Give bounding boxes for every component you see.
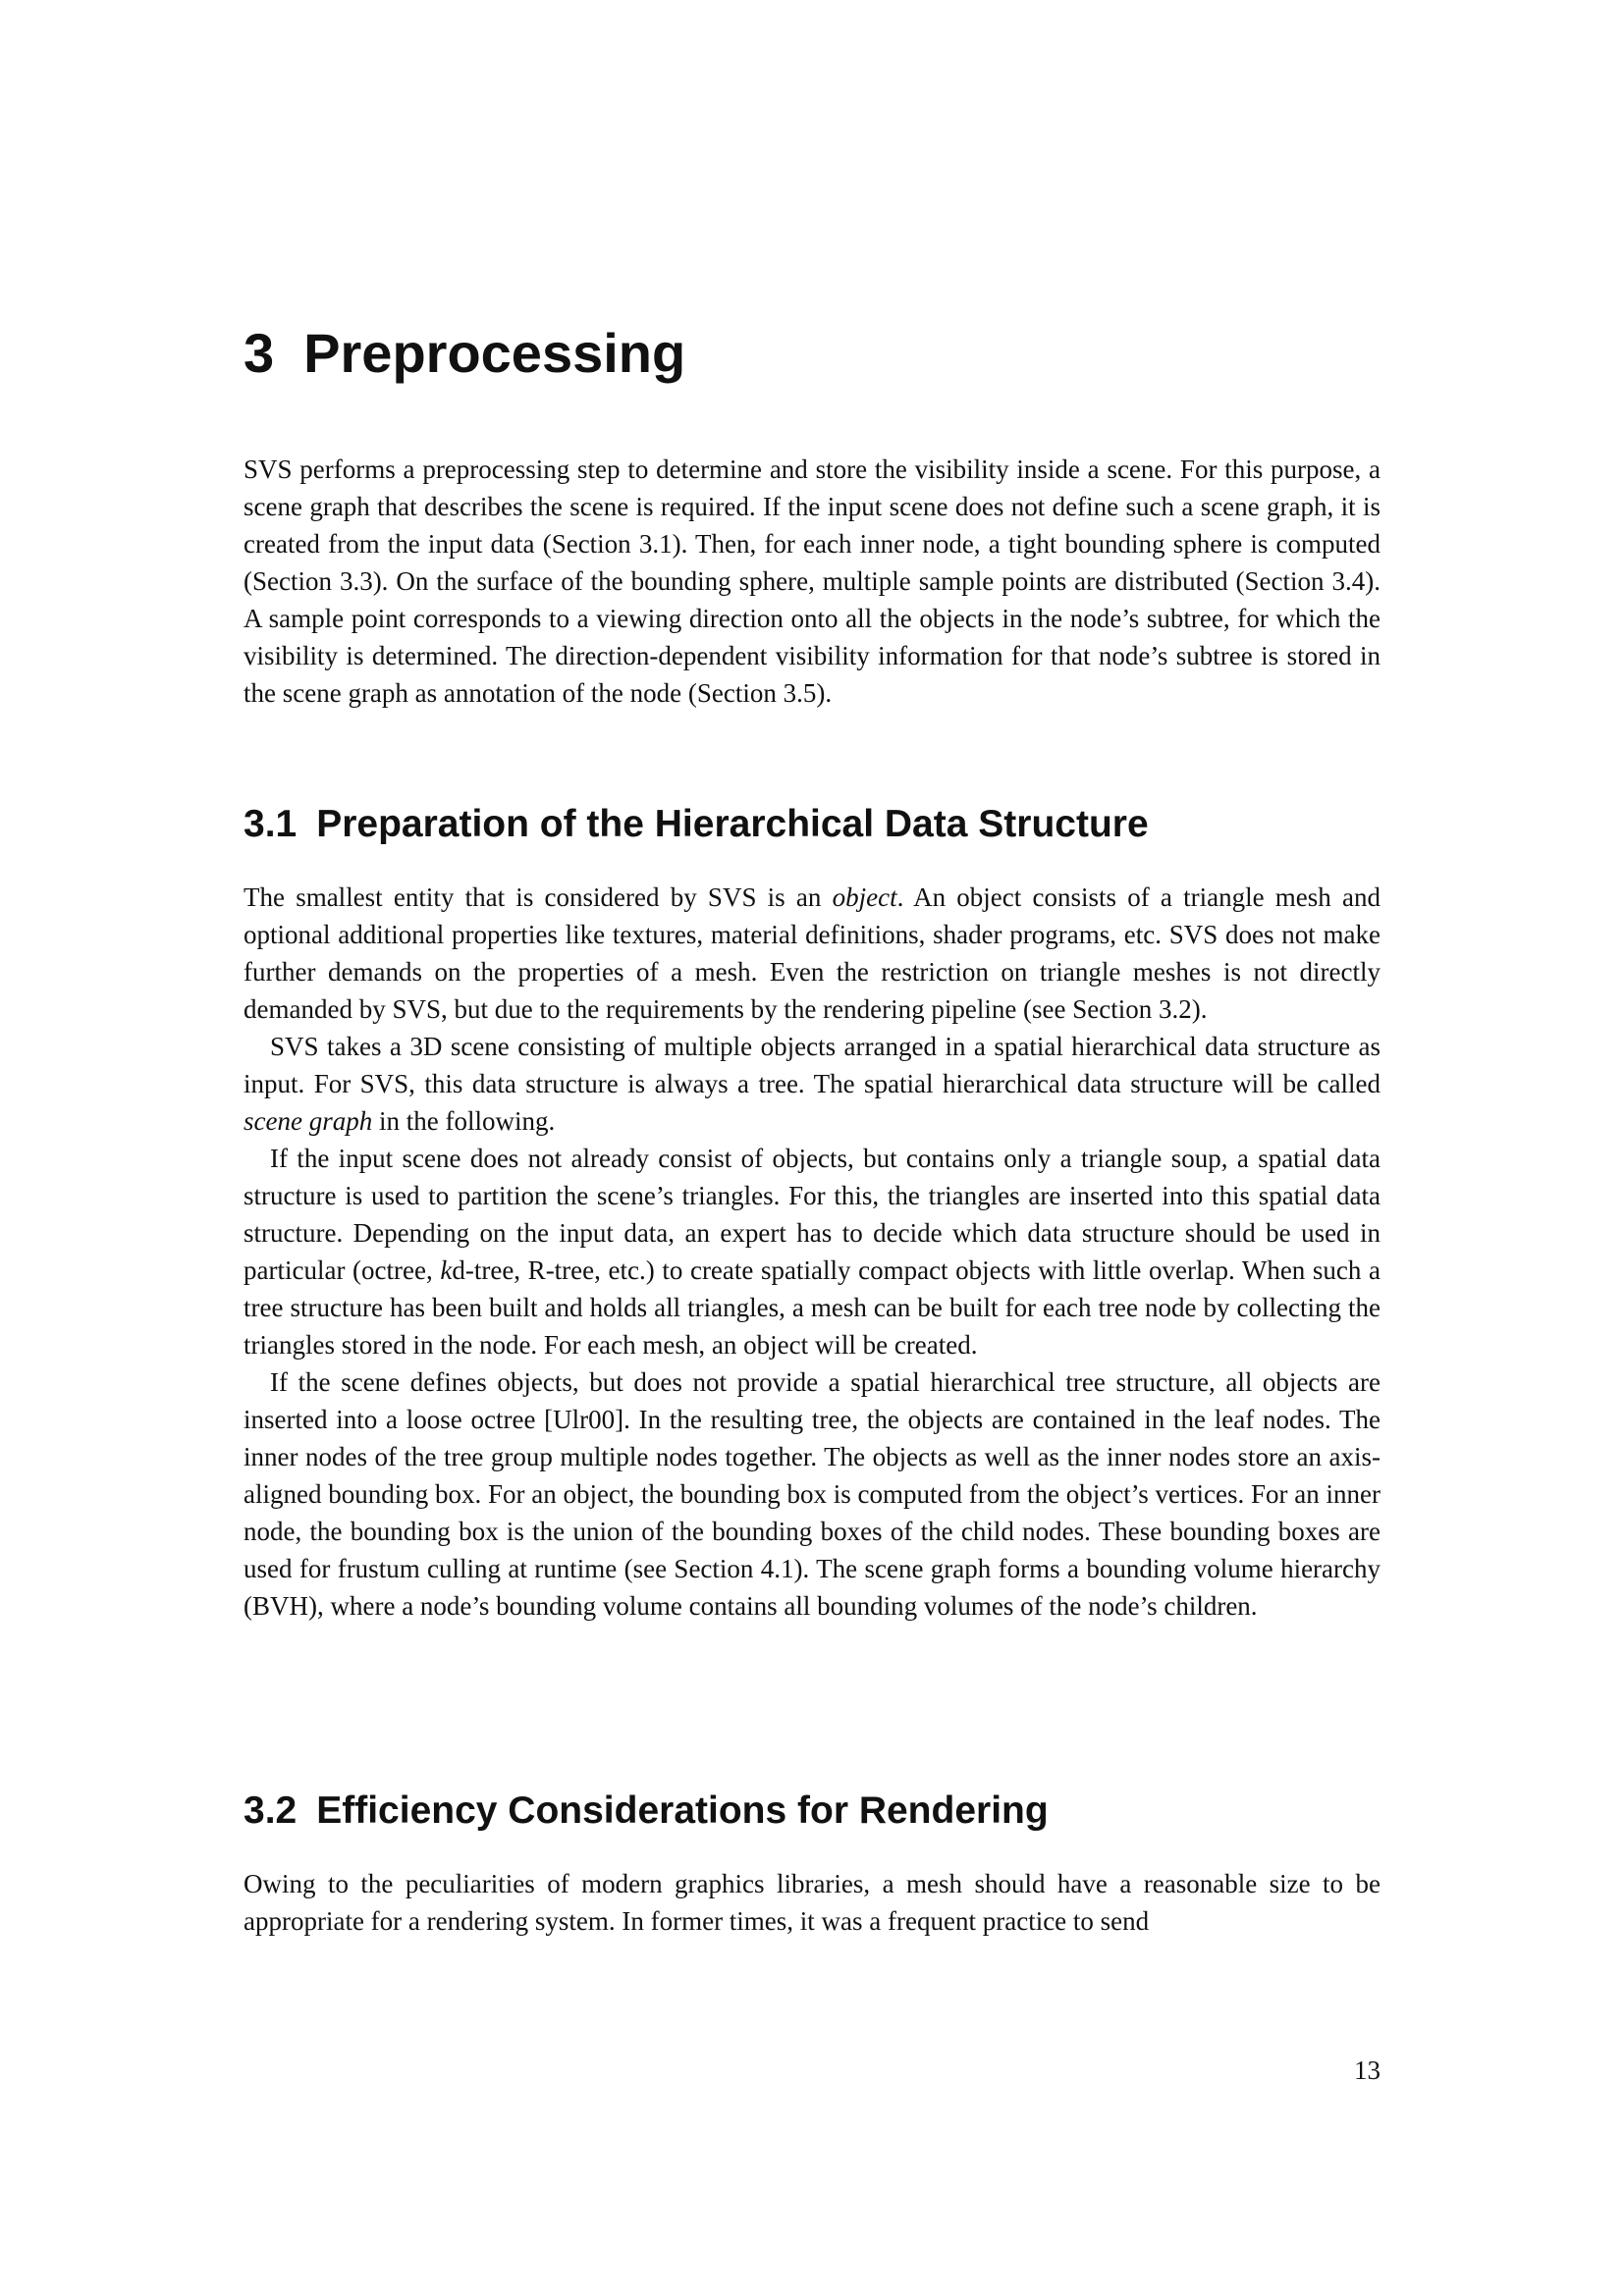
section-3-2-title: Efficiency Considerations for Rendering [316, 1789, 1049, 1832]
section-3-2-body [244, 1865, 1380, 1940]
text-run: The smallest entity that is considered by SVS is an [244, 882, 833, 912]
section-3-1-number: 3.1 [244, 803, 298, 845]
emphasis-scene-graph: scene graph [244, 1106, 373, 1136]
chapter-title-text: Preprocessing [303, 322, 686, 384]
chapter-title [244, 319, 685, 388]
section-3-1-paragraph-3 [244, 1140, 1380, 1363]
emphasis-object: object [832, 882, 897, 912]
text-run: If the input scene does not already consist of objects, but contains only a triangle soup, a spatial data structure is used to partition the scene’s triangles. For this, the triangles are inserted into this spatial data structure. Depending on the input data, an expert has to decide which data structure should be used in particular (octree, [244, 1144, 1380, 1285]
chapter-number: 3 [244, 322, 275, 384]
text-run: in the following. [372, 1106, 556, 1136]
text-run: d-tree, R-tree, etc.) to create spatially compact objects with little overlap. When such a tree structure has been built and holds all triangles, a mesh can be built for each tree node by collecting the triangles stored in the node. For each mesh, an object will be created. [244, 1255, 1381, 1360]
intro-paragraph: SVS performs a preprocessing step to determine and store the visibility inside a scene. For this purpose, a scene graph that describes the scene is required. If the input scene does not define such a scene graph, it is created from the input data (Section 3.1). Then, for each inner node, a tight bounding sphere is computed (Section 3.3). On the surface of the bounding sphere, multiple sample points are distributed (Section 3.4). A sample point corresponds to a viewing direction onto all the objects in the node’s subtree, for which the visibility is determined. The direction-dependent visibility information for that node’s subtree is stored in the scene graph as annotation of the node (Section 3.5). [244, 454, 1380, 708]
document-page [244, 0, 1380, 2296]
emphasis-k: k [440, 1255, 453, 1285]
section-3-1-heading [244, 800, 1149, 849]
text-run: . An object consists of a triangle mesh and optional additional properties like textures, material definitions, shader programs, etc. SVS does not make further demands on the properties of a mesh. Even the restriction on triangle meshes is not directly demanded by SVS, but due to the requirements by the rendering pipeline (see Section 3.2). [244, 882, 1380, 1024]
section-3-1-paragraph-1 [244, 879, 1380, 1028]
section-3-2-paragraph-1: Owing to the peculiarities of modern graphics libraries, a mesh should have a reasonable size to be appropriate for a rendering system. In former times, it was a frequent practice to send [244, 1869, 1380, 1936]
section-3-2-heading [244, 1787, 1049, 1836]
section-3-1-body [244, 879, 1380, 1625]
section-3-1-paragraph-4: If the scene defines objects, but does not provide a spatial hierarchical tree structure, all objects are inserted into a loose octree [Ulr00]. In the resulting tree, the objects are contained in the leaf nodes. The inner nodes of the tree group multiple nodes together. The objects as well as the inner nodes store an axis-aligned bounding box. For an object, the bounding box is computed from the object’s vertices. For an inner node, the bounding box is the union of the bounding boxes of the child nodes. These bounding boxes are used for frustum culling at runtime (see Section 4.1). The scene graph forms a bounding volume hierarchy (BVH), where a node’s bounding volume contains all bounding volumes of the node’s children. [244, 1367, 1380, 1621]
text-run: SVS takes a 3D scene consisting of multiple objects arranged in a spatial hierarchical data structure as input. For SVS, this data structure is always a tree. The spatial hierarchical data structure will be called [244, 1032, 1380, 1098]
section-3-2-number: 3.2 [244, 1789, 298, 1832]
section-3-1-title: Preparation of the Hierarchical Data Structure [316, 803, 1149, 845]
section-3-1-paragraph-2 [244, 1028, 1380, 1140]
page-number: 13 [1354, 2056, 1380, 2085]
chapter-intro [244, 451, 1380, 712]
